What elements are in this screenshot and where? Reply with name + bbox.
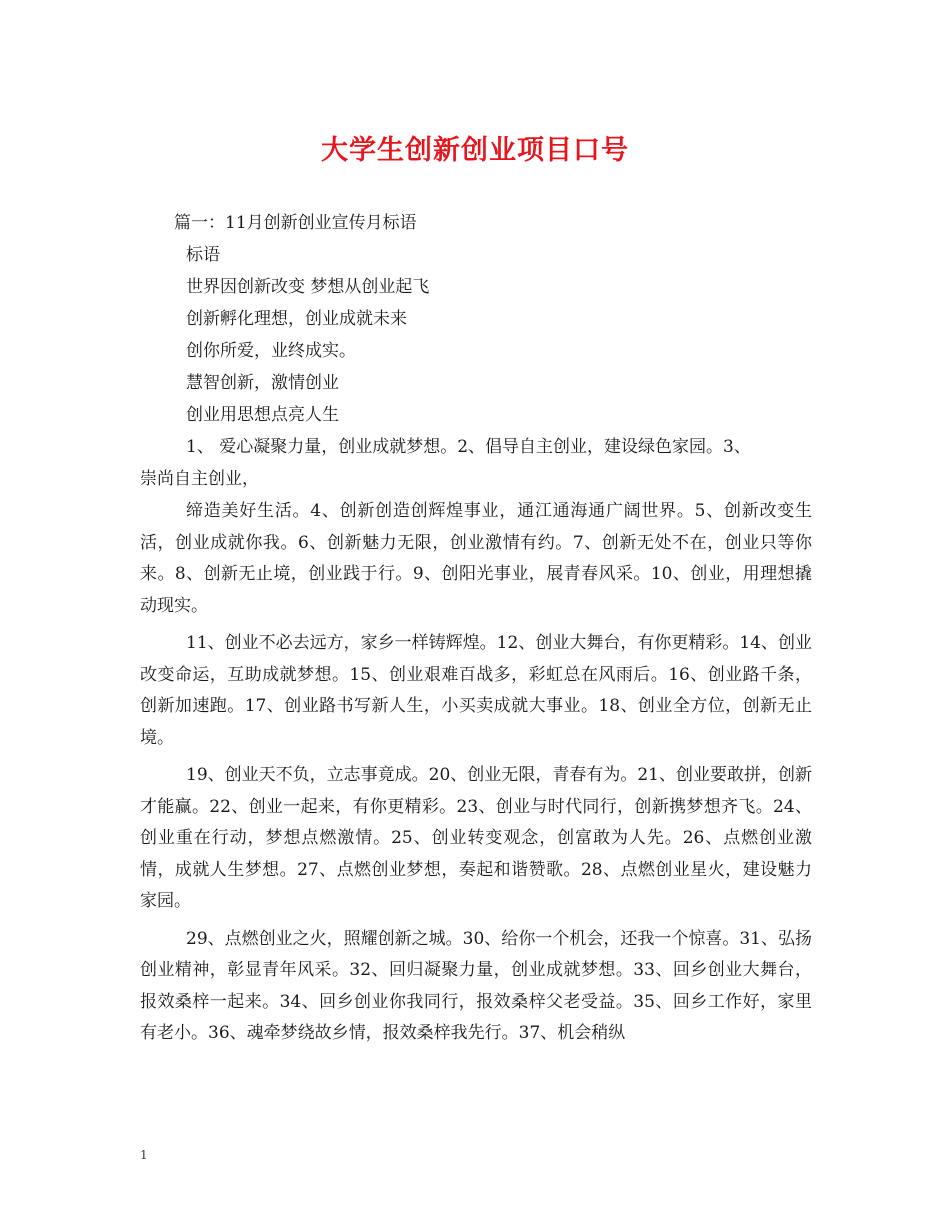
document-body — [140, 207, 812, 1050]
slogan-line: 创新孵化理想，创业成就未来 — [186, 309, 407, 329]
numbered-slogans-paragraph: 19、创业天不负，立志事竟成。20、创业无限，青春有为。21、创业要敢拼，创新才能赢。22、创业一起来，有你更精彩。23、创业与时代同行，创新携梦想齐飞。24、创业重在行动，梦想点燃激情。25、创业转变观念，创富敢为人先。26、点燃创业激情，成就人生梦想。27、点燃创业梦想，奏起和谐赞歌。28、点燃创业星火，建设魅力家园。 — [140, 765, 812, 911]
slogan-line: 慧智创新，激情创业 — [186, 373, 339, 393]
page-number: 1 — [140, 1148, 148, 1162]
numbered-slogans-line: 崇尚自主创业， — [140, 469, 259, 489]
numbered-slogans-line: 1、 爱心凝聚力量，创业成就梦想。2、倡导自主创业，建设绿色家园。3、 — [186, 437, 751, 457]
slogan-line: 创你所爱，业终成实。 — [186, 341, 356, 361]
slogan-label: 标语 — [186, 245, 220, 265]
numbered-slogans-paragraph: 缔造美好生活。4、创新创造创辉煌事业，通江通海通广阔世界。5、创新改变生活，创业成就你我。6、创新魅力无限，创业激情有约。7、创新无处不在，创业只等你来。8、创新无止境，创业践于行。9、创阳光事业，展青春风采。10、创业，用理想撬动现实。 — [140, 501, 812, 616]
numbered-slogans-paragraph: 11、创业不必去远方，家乡一样铸辉煌。12、创业大舞台，有你更精彩。14、创业改变命运，互助成就梦想。15、创业艰难百战多，彩虹总在风雨后。16、创业路千条，创新加速跑。17、创业路书写新人生，小买卖成就大事业。18、创业全方位，创新无止境。 — [140, 633, 812, 748]
section-heading: 篇一：11月创新创业宣传月标语 — [174, 213, 417, 233]
numbered-slogans-paragraph: 29、点燃创业之火，照耀创新之城。30、给你一个机会，还我一个惊喜。31、弘扬创业精神，彰显青年风采。32、回归凝聚力量，创业成就梦想。33、回乡创业大舞台，报效桑梓一起来。34、回乡创业你我同行，报效桑梓父老受益。35、回乡工作好，家里有老小。36、魂牵梦绕故乡情，报效桑梓我先行。37、机会稍纵 — [140, 928, 812, 1043]
slogan-line: 创业用思想点亮人生 — [186, 405, 339, 425]
document-title: 大学生创新创业项目口号 — [321, 135, 629, 166]
slogan-line: 世界因创新改变 梦想从创业起飞 — [186, 277, 430, 297]
